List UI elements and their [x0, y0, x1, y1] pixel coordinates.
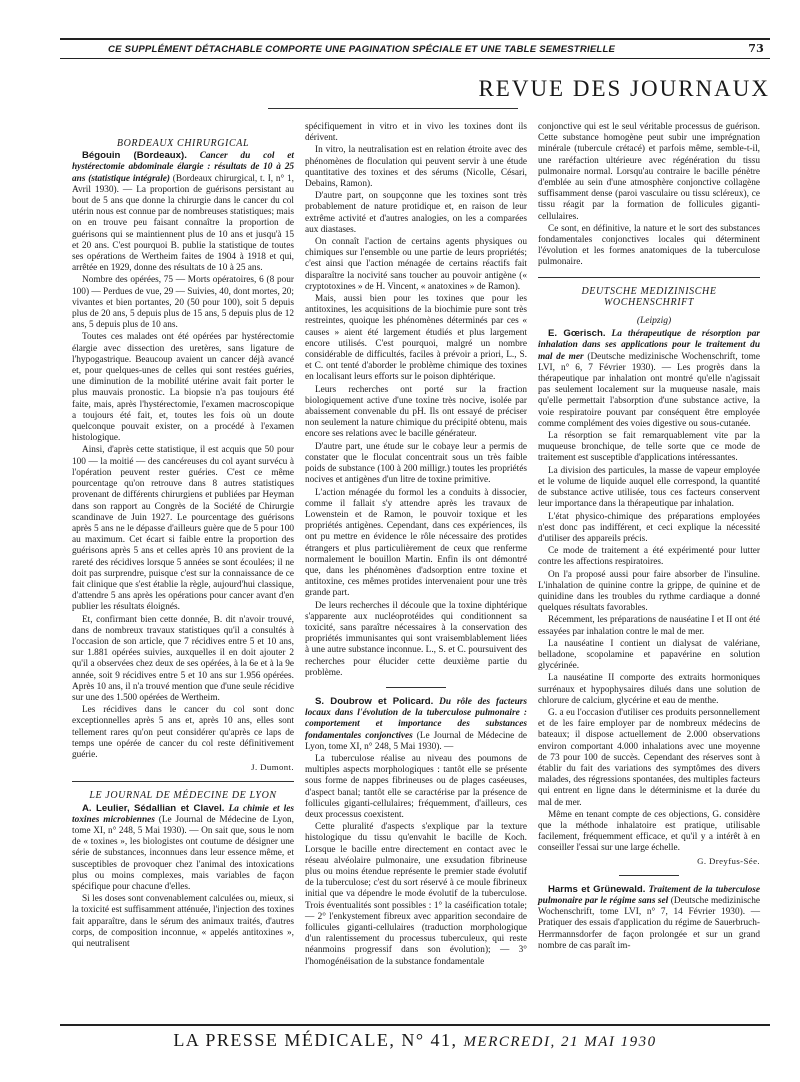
article-paragraph: La nauséatine II comporte des extraits hormoniques surrénaux et hypophysaires dilués dans une solution de chlorure de calcium, glycérine et eau de menthe. [538, 673, 760, 706]
article-paragraph: Ainsi, d'après cette statistique, il est acquis que 50 pour 100 — la moitié — des cancéreuses du col ayant survécu à l'opération peuvent rester guéries. C'est ce même pourcentage qu'on retrouve dans 8 autres statistiques provenant de différents chirurgiens et publiées par Heyman dans son rapport au Congrès de la Société de Chirurgie scandinave de Juin 1927. Le pourcentage des guérisons après 5 ans ne le dépasse d'ailleurs guère que de 5 pour 100 au maximum. Cet écart si faible entre la proportion des guérisons après 5 ans et celles après 10 ans provient de la rareté des récidives lorsque 5 années se sont écoulées; il ne doit pas surprendre, puisque c'est sur la connaissance de ce fait clinique que s'est établie la règle, aujourd'hui classique, d'attendre 5 ans après les opérations pour cancer avant d'en publier les résultats éloignés. [72, 445, 294, 613]
article-title: La thérapeutique de résorption par inhalation dans ses applications pour le traitement du mal de mer [538, 329, 761, 362]
article-paragraph: De leurs recherches il découle que la toxine diphtérique s'apparente aux nucléoprotéides qui conditionnent sa toxicité, sans paraître nécessaires à la conservation des propriétés immunisantes qui sont vraisemblablement liées à une autre substance inconnue. L., S. et C. poursuivent des recherches pour élucider cette deuxième partie du problème. [305, 600, 527, 678]
column-1 [72, 122, 294, 951]
article-paragraph: Récemment, les préparations de nauséatine I et II ont été essayées par inhalation contre le mal de mer. [538, 615, 760, 637]
article-paragraph [305, 696, 527, 753]
article-author: A. Leulier, Sédallian et Clavel. [82, 802, 225, 814]
article-author: Harms et Grünewald. [548, 883, 646, 895]
article-paragraph: G. a eu l'occasion d'utiliser ces produits personnellement et de les faire employer par de nombreux médecins de bateaux; il dispose actuellement de 2.000 observations environ comportant 4.000 inhalations avec une moyenne de 73 pour 100 de succès. Cependant des réserves sont à établir du fait des variations des symptômes des divers malades, des régressions spontanées, des multiples facteurs qui entrent en ligne dans le déterminisme et la durée du mal de mer. [538, 707, 760, 808]
section-divider [538, 277, 760, 278]
article-paragraph: La nauséatine I contient un dialysat de valériane, belladone, scopolamine et papavérine en solution glycérinée. [538, 638, 760, 672]
article-paragraph: Ce sont, en définitive, la nature et le sort des substances fondamentales conjonctives locales qui déterminent l'évolution et les formes anatomiques de la tuberculose pulmonaire. [538, 223, 760, 268]
section-divider [72, 781, 294, 782]
footer-rule [60, 1024, 770, 1026]
footer-date: MERCREDI, 21 MAI 1930 [463, 1034, 657, 1050]
column-2 [305, 122, 527, 969]
article-paragraph: On connaît l'action de certains agents physiques ou chimiques sur l'ensemble ou une partie de leurs propriétés; c'est ainsi que l'action ménagée de certains réactifs fait disparaître la nocivité sans toucher au pouvoir antigène (« cryptotoxines » de H. Vincent, « anatoxines » de Ramon). [305, 237, 527, 292]
article-paragraph: D'autre part, une étude sur le cobaye leur a permis de constater que le floculat concentrait sous un très faible poids de substance (100 à 200 milligr.) toutes les propriétés nocives et antigènes d'un litre de toxine primitive. [305, 441, 527, 486]
article-paragraph [72, 803, 294, 894]
article-title: Du rôle des facteurs locaux dans l'évolution de la tuberculose pulmonaire : comportement et importance des substances fondamentales conjonctives [305, 696, 527, 741]
article-paragraph [538, 884, 760, 952]
section-subheading: (Leipzig) [636, 316, 672, 327]
article-paragraph: Toutes ces malades ont été opérées par hystérectomie élargie avec dissection des uretères, sans ligature de l'hypogastrique. Beaucoup avaient un cancer déjà avancé et, pour quelques-unes de celles qui sont restées guéries, une diminution de la mobilité utérine avait fait porter le plus mauvais pronostic. La biopsie n'a pas toujours été faite, mais, après l'hystérectomie, l'examen macroscopique a toujours été fait, et, toutes les fois où un doute quelconque pouvait exister, on a procédé à l'examen histologique. [72, 332, 294, 444]
article-paragraph: conjonctive qui est le seul véritable processus de guérison. Cette substance homogène peut subir une imprégnation minérale (tubercule crétacé) et parfois même, semble-t-il, une raréfaction ultérieure avec régénération du tissu pulmonaire normal. Lorsqu'au contraire le bacille pénètre d'emblée au sein d'une atmosphère conjonctive collagène suffisamment dense (paroi vasculaire ou tissu scléreux), ce tissu réagit par la formation de follicules giganti-cellulaires. [538, 122, 760, 222]
article-divider [386, 687, 446, 688]
section-heading: BORDEAUX CHIRURGICAL [116, 138, 250, 149]
article-signature: G. Dreyfus-Sée. [697, 855, 760, 866]
article-text: (Le Journal de Médecine de Lyon, tome XI, n° 248, 5 Mai 1930). — On sait que, sous le nom de « toxines », les biologistes ont coutume de désigner une série de substances, inconnues dans leur essence même, et susceptibles de provoquer chez l'animal des intoxications plus ou moins complexes, mais variables de façon spécifique pour chacune d'elles. [72, 814, 295, 892]
article-author: S. Doubrow et Policard. [315, 695, 434, 707]
article-paragraph: La tuberculose réalise au niveau des poumons de multiples aspects morphologiques : tantôt elle se présente sous forme de nappes fibrineuses ou de plages caséeuses, d'aspect banal; tantôt elle se caractérise par la présence de follicules giganti-cellulaires; fréquemment, d'ailleurs, ces deux processus coexistent. [305, 753, 527, 820]
article-paragraph: Même en tenant compte de ces objections, G. considère que la méthode inhalatoire est pratique, utilisable facilement, fréquemment efficace, et qu'il y a intérêt à en conseiller l'essai sur une large échelle. [538, 809, 760, 854]
article-paragraph: In vitro, la neutralisation est en relation étroite avec des phénomènes de floculation qui peuvent servir à une étude quantitative des toxines et des sérums (Nicolle, Césari, Debains, Ramon). [305, 145, 527, 190]
column-3 [538, 122, 760, 953]
article-divider [619, 875, 679, 876]
article-paragraph: Si les doses sont convenablement calculées ou, mieux, si la toxicité est suffisamment atténuée, l'injection des toxines fait apparaître, dans le sérum des animaux traités, d'autres corps, de composition inconnue, « appelés antitoxines », qui neutralisent [72, 894, 294, 950]
article-author: E. Gœrisch. [548, 328, 606, 340]
article-text: (Bordeaux chirurgical, t. I, n° 1, Avril 1930). — La proportion de guérisons persistant au bout de 5 ans que donne la chirurgie dans le cancer du col utérin nous est connue par de nombreuses statistiques; mais on en trouve peu faisant connaître la proportion de guérisons qui se maintiennent plus de 10 ans et jusqu'à 15 et 20 ans. C'est pourquoi B. publie la statistique de toutes ses opérations de Wertheim faites de 1904 à 1918 et qui, arrêtée en 1929, donne des résultats de 10 à 25 ans. [72, 173, 295, 274]
header-bottom-rule [60, 58, 770, 59]
article-paragraph [538, 328, 760, 430]
article-paragraph: Mais, aussi bien pour les toxines que pour les antitoxines, les acquisitions de la biochimie pure sont très restreintes, quoique les phénomènes déterminés par ces « causes » aient été largement étudiés et plus largement encore utilisés. C'est pourquoi, malgré un nombre considérable de difficultés, faciles à prévoir a priori, L., S. et C. ont tenté d'aborder le problème chimique des toxines en localisant leurs efforts sur le poison diphtérique. [305, 294, 527, 383]
section-heading: LE JOURNAL DE MÉDECINE DE LYON [89, 790, 277, 802]
article-title: Traitement de la tuberculose pulmonaire par le régime sans sel [538, 884, 761, 906]
article-paragraph: D'autre part, on soupçonne que les toxines sont très probablement de nature protidique et, en raison de leur extrême activité et d'autres analogies, on les a comparées aux diastases. [305, 191, 527, 235]
article-paragraph: L'état physico-chimique des préparations employées n'est donc pas indifférent, et ceci explique la nécessité d'utiliser des appareils précis. [538, 511, 760, 544]
article-paragraph: On l'a proposé aussi pour faire absorber de l'insuline. L'inhalation de quinine contre la grippe, de quinine et de quinidine dans les troubles du rythme cardiaque a donné quelques résultats favorables. [538, 569, 760, 614]
article-text: (Deutsche medizinische Wochenschrift, tome LVI, n° 6, 7 Février 1930). — Les progrès dans la thérapeutique par inhalation ont montré qu'elle n'agissait pas seulement localement sur la muqueuse nasale, mais qu'elle permettait l'absorption d'une substance active, la voie respiratoire pouvant par conséquent être employée comme complément des voies digestive ou sous-cutanée. [538, 351, 760, 429]
section-heading: DEUTSCHE MEDIZINISCHE WOCHENSCHRIFT [581, 285, 717, 308]
article-text: (Deutsche medizinische Wochenschrift, tome LVI, n° 7, 14 Février 1930). — Pratiquer des essais d'application du régime de Sauerbruch-Herrmannsdorfer de façon prolongée et sur un grand nombre de cas paraît im- [538, 896, 761, 951]
article-paragraph: Leurs recherches ont porté sur la fraction biologiquement active d'une toxine très nocive, isolée par abaissement convenable du pH. Ils ont essayé de préciser non seulement la nature chimique du précipité obtenu, mais encore ses relations avec le bacille générateur. [305, 384, 527, 440]
article-title: La chimie et les toxines microbiennes [72, 803, 294, 825]
article-paragraph [72, 150, 294, 274]
article-text: (Le Journal de Médecine de Lyon, tome XI, n° 248, 5 Mai 1930). — [305, 730, 527, 752]
title-rule [268, 108, 518, 109]
article-author: Bégouin (Bordeaux). [82, 150, 187, 162]
page-title: REVUE DES JOURNAUX [478, 76, 770, 101]
article-paragraph: Et, confirmant bien cette donnée, B. dit n'avoir trouvé, dans de nombreux travaux statistiques qu'il a consultés à l'occasion de son article, que 7 récidives entre 5 et 10 ans, sur 1.881 opérées suivies, auxquelles il en doit ajouter 2 qu'il a observées chez deux de ses opérées, à la 6e et à la 9e année, soit 9 récidives entre 5 et 10 ans sur 1.956 opérées. Après 10 ans, il n'a trouvé mention que d'une seule récidive sur une des 1.500 opérées de Wertheim. [72, 614, 294, 703]
page-number: 73 [748, 42, 764, 55]
footer-journal: LA PRESSE MÉDICALE, N° 41, [173, 1030, 458, 1050]
article-paragraph: Les récidives dans le cancer du col sont donc exceptionnelles après 5 ans et, après 10 ans, elles sont tellement rares qu'on peut considérer qu'après ce laps de temps une opérée de cancer du col reste définitivement guérie. [72, 705, 294, 760]
footer [60, 1030, 770, 1051]
article-paragraph: spécifiquement in vitro et in vivo les toxines dont ils dérivent. [305, 122, 527, 144]
article-paragraph: Ce mode de traitement a été expérimenté pour lutter contre les affections respiratoires. [538, 546, 760, 568]
article-paragraph: Cette pluralité d'aspects s'explique par la texture histologique du tissu qu'envahit le bacille de Koch. Lorsque le bacille entre directement en contact avec le réseau alvéolaire pulmonaire, une exsudation fibrineuse plus ou moins étendue représente le premier stade évolutif de la tuberculose; c'est du sort réservé à ce moule fibrineux initial que va dépendre le mode évolutif de la tuberculose. Trois éventualités sont possibles : 1° la caséification totale; — 2° l'enkystement fibreux avec apparition secondaire de follicules giganti-cellulaires (traduction morphologique d'un ralentissement du processus tuberculeux, qui reste néanmoins progressif dans son évolution); — 3° l'homogénéisation de la substance fondamentale [305, 822, 527, 967]
article-paragraph: La résorption se fait remarquablement vite par la muqueuse bronchique, de telle sorte que ce mode de traitement est susceptible d'applications intéressantes. [538, 431, 760, 464]
running-head-text: CE SUPPLÉMENT DÉTACHABLE COMPORTE UNE PAGINATION SPÉCIALE ET UNE TABLE SEMESTRIELLE [108, 44, 616, 55]
article-signature: J. Dumont. [251, 762, 294, 773]
article-title: Cancer du col et hystérectomie abdominale élargie : résultats de 10 à 25 ans (statistique intégrale) [72, 151, 294, 184]
article-paragraph: Nombre des opérées, 75 — Morts opératoires, 6 (8 pour 100) — Perdues de vue, 29 — Suivies, 40, dont mortes, 20; vivantes et bien portantes, 20 (50 pour 100), soit 5 depuis plus de 20 ans, 5 depuis plus de 15 ans, 5 depuis plus de 12 ans, 5 depuis plus de 10 ans. [72, 275, 294, 331]
article-paragraph: L'action ménagée du formol les a conduits à dissocier, comme il fallait s'y attendre après les travaux de Lowenstein et de Ramon, le pouvoir toxique et les propriétés antigènes. Cependant, dans ces expériences, ils ont pu mettre en évidence le rôle nécessaire des protides étrangers et plus particulièrement de ceux que renferme normalement le bouillon Martin. Enfin ils ont démontré que, dans les phénomènes d'adsorption entre toxine et antitoxine, ces mêmes protides intervenaient pour une très grande part. [305, 487, 527, 599]
article-paragraph: La division des particules, la masse de vapeur employée et le volume de liquide auquel elle correspond, la quantité de substance active utilisée, tous ces facteurs conservent leur importance dans la thérapeutique par inhalation. [538, 465, 760, 510]
